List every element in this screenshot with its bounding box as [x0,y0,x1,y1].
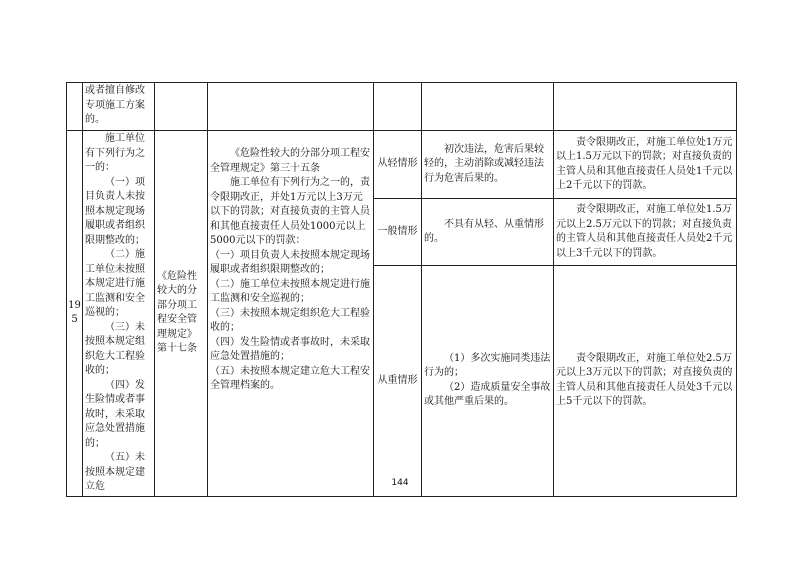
row-number: 195 [67,131,83,497]
behavior-line: （五）未按照本规定建立危 [85,452,145,492]
penalty-basis-line: （四）发生险情或者事故时，未采取应急处置措施的； [210,336,370,362]
condition-general: 不具有从轻、从重情形的。 [422,199,554,266]
cell-penalty-basis-empty [208,83,374,131]
condition-severe [422,266,554,497]
behavior-line: （二）施工单位未按照本规定进行施工监测和安全巡视的； [85,249,145,318]
level-general: 一般情形 [374,199,422,266]
cell-condition-empty [422,83,554,131]
condition-line: （1）多次实施同类违法行为的； [424,352,551,379]
penalty-basis-line: （一）项目负责人未按照本规定现场履职或者组织限期整改的； [210,249,370,275]
behavior-line: （四）发生险情或者事故时，未采取应急处置措施的； [85,379,145,449]
behavior-line: （三）未按照本规定组织危大工程验收的； [85,321,145,376]
cell-behavior-continued: 或者擅自修改专项施工方案的。 [83,83,155,131]
penalty-basis-line: 施工单位有下列行为之一的，责令限期改正，并处1万元以上3万元以下的罚款；对直接负责的主管人员和其他直接责任人员处1000元以上5000元以下的罚款： [210,177,370,246]
level-lenient: 从轻情形 [374,131,422,199]
illegal-behavior-cell [83,131,155,497]
penalty-standard-table [66,82,737,497]
legal-basis-cell: 《危险性较大的分部分项工程安全管理规定》第十七条 [155,131,208,497]
cell-level-empty [374,83,422,131]
level-severe: 从重情形 [374,266,422,497]
behavior-line: 施工单位有下列行为之一的： [85,133,145,173]
penalty-basis-line: 《危险性较大的分部分项工程安全管理规定》第三十五条 [210,148,370,174]
penalty-basis-line: （二）施工单位未按照本规定进行施工监测和安全巡视的； [210,278,370,304]
standard-general: 责令限期改正，对施工单位处1.5万元以上2.5万元以下的罚款；对直接负责的主管人员和其他直接责任人员处2千元以上3千元以下的罚款。 [554,199,737,266]
penalty-basis-line: （三）未按照本规定组织危大工程验收的； [210,307,370,333]
table-row-195 [67,131,737,199]
behavior-line: （一）项目负责人未按照本规定现场履职或者组织限期整改的； [85,176,145,246]
cell-standard-empty [554,83,737,131]
table-row-continued [67,83,737,131]
page-number: 144 [391,478,409,488]
penalty-basis-line: （五）未按照本规定建立危大工程安全管理档案的。 [210,365,370,391]
cell-number-empty [67,83,83,131]
standard-severe: 责令限期改正，对施工单位处2.5万元以上3万元以下的罚款；对直接负责的主管人员和其他直接责任人员处3千元以上5千元以下的罚款。 [554,266,737,497]
condition-lenient: 初次违法，危害后果较轻的，主动消除或减轻违法行为危害后果的。 [422,131,554,199]
standard-lenient: 责令限期改正，对施工单位处1万元以上1.5万元以下的罚款；对直接负责的主管人员和其他直接责任人员处1千元以上2千元以下的罚款。 [554,131,737,199]
condition-line: （2）造成质量安全事故或其他严重后果的。 [424,381,551,408]
cell-basis-empty [155,83,208,131]
penalty-basis-cell [208,131,374,497]
